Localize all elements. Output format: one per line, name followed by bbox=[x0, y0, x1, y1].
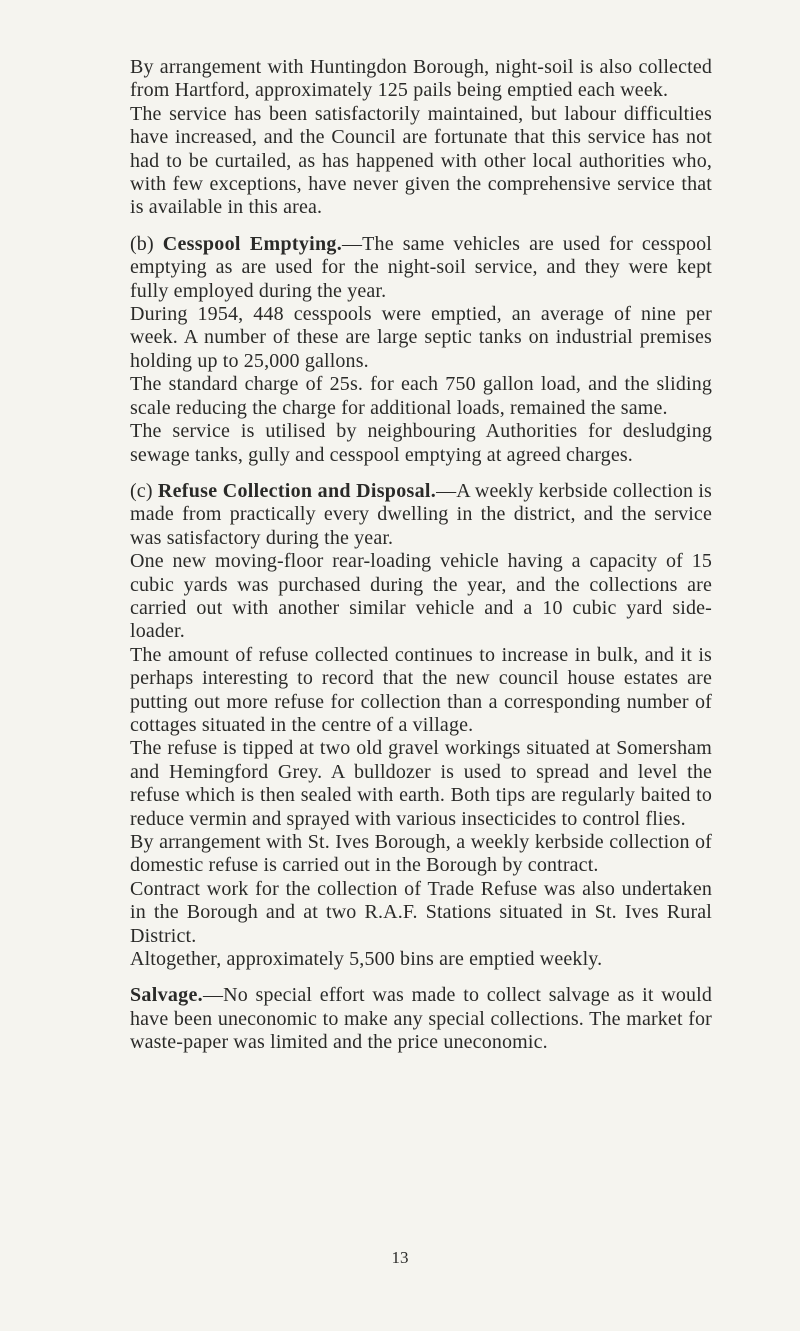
section-refuse-collection bbox=[130, 480, 712, 550]
paragraph-neighbouring-authorities: The service is utilised by neighbouring Authorities for desludging sewage tanks, gully and cesspool emptying at agreed charges. bbox=[130, 420, 712, 466]
section-marker: (b) bbox=[130, 232, 154, 255]
page-number: 13 bbox=[391, 1248, 409, 1267]
section-heading-cesspool: Cesspool Emptying. bbox=[162, 232, 343, 255]
section-cesspool-emptying bbox=[130, 233, 712, 303]
paragraph-service-maintained: The service has been satisfactorily maintained, but labour difficulties have increased, and the Council are fortunate that this service has not had to be curtailed, as has happened with other local authorities who, with few exceptions, have never given the comprehensive service that is available in this area. bbox=[130, 102, 712, 219]
section-lead-text: —No special effort was made to collect salvage as it would have been uneconomic to make any special collections. The market for waste-paper was limited and the price uneconomic. bbox=[130, 984, 712, 1054]
section-marker: (c) bbox=[130, 479, 153, 502]
section-salvage bbox=[130, 984, 712, 1054]
section-lead-text: —A weekly kerbside collection is made from practically every dwelling in the district, and the service was satisfactory during the year. bbox=[130, 479, 712, 549]
paragraph-new-vehicle: One new moving-floor rear-loading vehicle having a capacity of 15 cubic yards was purchased during the year, and the collections are carried out with another similar vehicle and a 10 cubic yard side-loader. bbox=[130, 550, 712, 643]
paragraph-night-soil-hartford: By arrangement with Huntingdon Borough, night-soil is also collected from Hartford, approximately 125 pails being emptied each week. bbox=[130, 56, 712, 102]
section-heading-refuse: Refuse Collection and Disposal. bbox=[157, 479, 437, 502]
paragraph-refuse-amount: The amount of refuse collected continues to increase in bulk, and it is perhaps interesting to record that the new council house estates are putting out more refuse for collection than a corresponding number of cottages situated in the centre of a village. bbox=[130, 643, 712, 736]
paragraph-standard-charge: The standard charge of 25s. for each 750 gallon load, and the sliding scale reducing the charge for additional loads, remained the same. bbox=[130, 373, 712, 419]
section-lead-text: —The same vehicles are used for cesspool emptying as are used for the night-soil service, and they were kept fully employed during the year. bbox=[130, 232, 712, 302]
paragraph-refuse-tipping: The refuse is tipped at two old gravel workings situated at Somersham and Hemingford Grey. A bulldozer is used to spread and level the refuse which is then sealed with earth. Both tips are regularly baited to reduce vermin and sprayed with various insecticides to control flies. bbox=[130, 737, 712, 830]
paragraph-cesspools-emptied: During 1954, 448 cesspools were emptied, an average of nine per week. A number of these are large septic tanks on industrial premises holding up to 25,000 gallons. bbox=[130, 303, 712, 372]
document-body bbox=[130, 56, 712, 1055]
paragraph-st-ives-arrangement: By arrangement with St. Ives Borough, a weekly kerbside collection of domestic refuse is carried out in the Borough by contract. bbox=[130, 831, 712, 877]
paragraph-bins-emptied: Altogether, approximately 5,500 bins are emptied weekly. bbox=[130, 948, 603, 971]
paragraph-trade-refuse: Contract work for the collection of Trade Refuse was also undertaken in the Borough and at two R.A.F. Stations situated in St. Ives Rural District. bbox=[130, 877, 712, 947]
section-heading-salvage: Salvage. bbox=[130, 984, 203, 1007]
